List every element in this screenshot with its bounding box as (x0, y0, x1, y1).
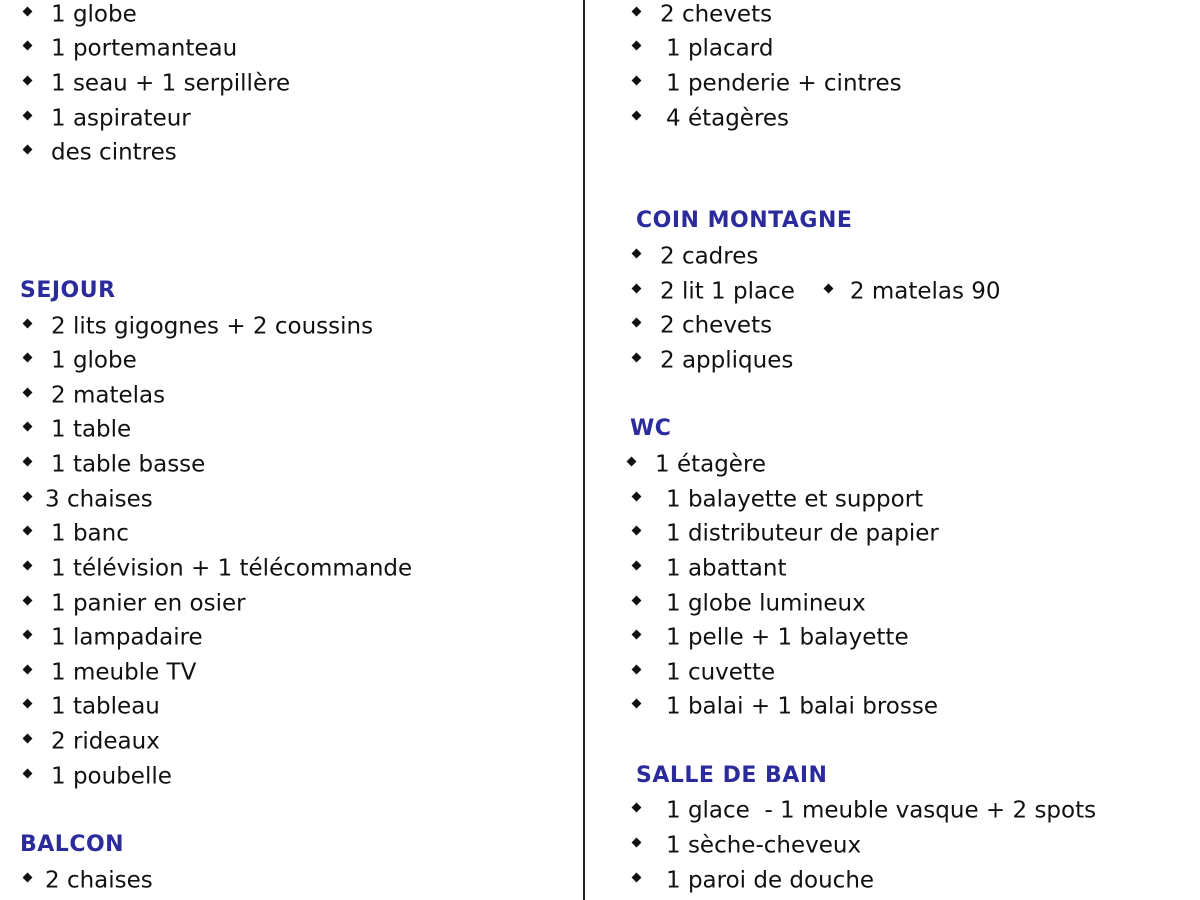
list-item: 1 paroi de douche (633, 863, 874, 897)
list-item: 2 rideaux (24, 724, 160, 758)
diamond-bullet-icon (23, 526, 33, 536)
diamond-bullet-icon (632, 665, 642, 675)
diamond-bullet-icon (23, 388, 33, 398)
diamond-bullet-icon (23, 145, 33, 155)
list-item: 1 distributeur de papier (633, 516, 939, 550)
diamond-bullet-icon (632, 561, 642, 571)
list-item: 1 seau + 1 serpillère (24, 66, 290, 100)
section-heading-balcon: BALCON (20, 832, 125, 857)
list-item: 1 lampadaire (24, 620, 203, 654)
diamond-bullet-icon (23, 873, 33, 883)
diamond-bullet-icon (632, 249, 642, 259)
list-item: 1 globe (24, 0, 137, 31)
list-item: 1 sèche-cheveux (633, 828, 861, 862)
list-item: 1 étagère (628, 447, 766, 481)
list-item: 1 globe (24, 343, 137, 377)
diamond-bullet-icon (632, 699, 642, 709)
list-item: des cintres (24, 135, 177, 169)
diamond-bullet-icon (23, 76, 33, 86)
list-item: 1 penderie + cintres (633, 66, 902, 100)
diamond-bullet-icon (632, 353, 642, 363)
diamond-bullet-icon (632, 318, 642, 328)
diamond-bullet-icon (632, 838, 642, 848)
list-item: 2 chevets (633, 0, 772, 31)
diamond-bullet-icon (632, 803, 642, 813)
list-item: 2 matelas (24, 378, 165, 412)
section-heading-salle-de-bain: SALLE DE BAIN (636, 763, 828, 788)
section-heading-sejour: SEJOUR (20, 278, 116, 303)
diamond-bullet-icon (23, 665, 33, 675)
diamond-bullet-icon (23, 561, 33, 571)
diamond-bullet-icon (632, 7, 642, 17)
list-item: 1 panier en osier (24, 586, 246, 620)
list-item: 1 télévision + 1 télécommande (24, 551, 412, 585)
list-item: 1 meuble TV (24, 655, 196, 689)
diamond-bullet-icon (632, 111, 642, 121)
list-item: 1 poubelle (24, 759, 172, 793)
section-heading-coin-montagne: COIN MONTAGNE (636, 208, 853, 233)
diamond-bullet-icon (23, 353, 33, 363)
diamond-bullet-icon (23, 422, 33, 432)
diamond-bullet-icon (23, 457, 33, 467)
list-item: 2 chevets (633, 308, 772, 342)
diamond-bullet-icon (23, 769, 33, 779)
diamond-bullet-icon (823, 284, 833, 294)
diamond-bullet-icon (632, 41, 642, 51)
list-item: 1 pelle + 1 balayette (633, 620, 909, 654)
diamond-bullet-icon (23, 111, 33, 121)
diamond-bullet-icon (632, 76, 642, 86)
section-heading-wc: WC (630, 416, 672, 441)
list-item: 1 abattant (633, 551, 786, 585)
diamond-bullet-icon (632, 630, 642, 640)
list-item: 1 globe lumineux (633, 586, 866, 620)
diamond-bullet-icon (627, 457, 637, 467)
list-item: 1 portemanteau (24, 31, 237, 65)
diamond-bullet-icon (632, 526, 642, 536)
list-item: 1 banc (24, 516, 129, 550)
diamond-bullet-icon (632, 492, 642, 502)
list-item: 1 cuvette (633, 655, 775, 689)
list-item: 1 tableau (24, 689, 160, 723)
diamond-bullet-icon (23, 630, 33, 640)
list-item: 1 placard (633, 31, 773, 65)
list-item: 1 balayette et support (633, 482, 923, 516)
list-item: 1 table basse (24, 447, 205, 481)
list-item: 2 lit 1 place 2 matelas 90 (633, 274, 1001, 308)
diamond-bullet-icon (23, 41, 33, 51)
list-item: 1 table (24, 412, 131, 446)
diamond-bullet-icon (632, 596, 642, 606)
diamond-bullet-icon (23, 492, 33, 502)
list-item: 1 balai + 1 balai brosse (633, 689, 938, 723)
diamond-bullet-icon (632, 873, 642, 883)
diamond-bullet-icon (23, 596, 33, 606)
diamond-bullet-icon (23, 319, 33, 329)
list-item: 1 glace - 1 meuble vasque + 2 spots (633, 793, 1096, 827)
diamond-bullet-icon (632, 284, 642, 294)
list-item: 2 appliques (633, 343, 793, 377)
list-item: 2 cadres (633, 239, 758, 273)
list-item: 1 aspirateur (24, 101, 191, 135)
inline-item: 2 matelas 90 (825, 278, 1001, 304)
list-item: 2 lits gigognes + 2 coussins (24, 309, 373, 343)
list-item: 4 étagères (633, 101, 789, 135)
diamond-bullet-icon (23, 734, 33, 744)
diamond-bullet-icon (23, 7, 33, 17)
diamond-bullet-icon (23, 699, 33, 709)
list-item: 2 chaises (24, 863, 153, 897)
column-divider (583, 0, 585, 900)
list-item: 3 chaises (24, 482, 153, 516)
